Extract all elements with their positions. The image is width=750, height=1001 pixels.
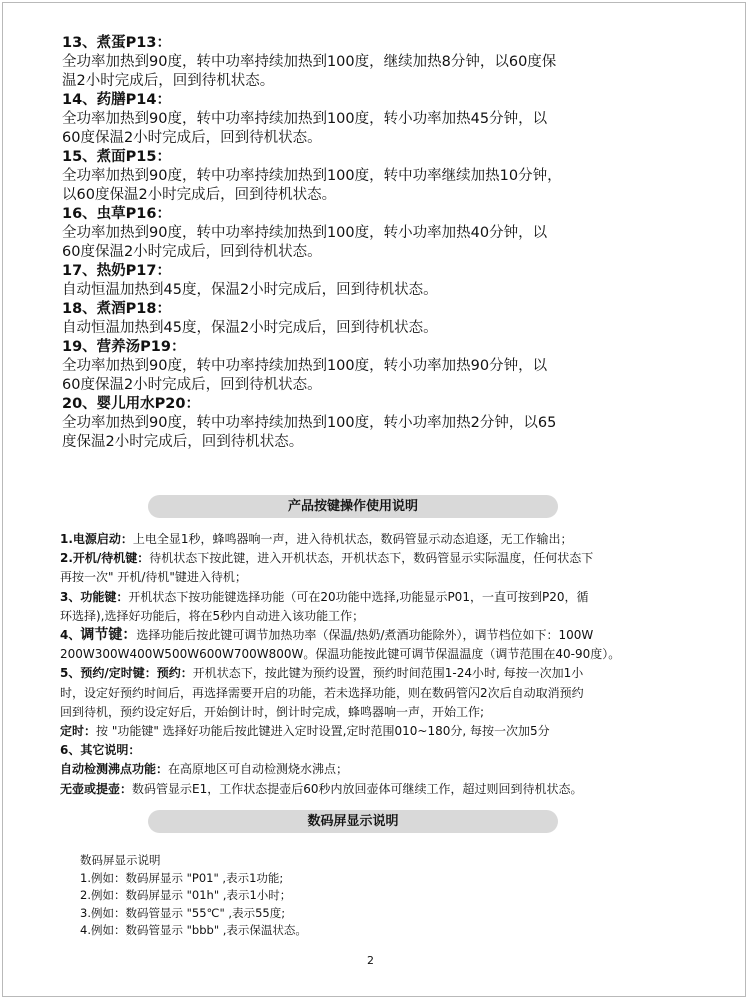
power-start-paragraph (60, 530, 690, 549)
display-section-header: 数码屏显示说明 (148, 810, 558, 833)
adjust-key-paragraph (60, 626, 690, 645)
program-desc-line: 全功率加热到90度，转中功率持续加热到100度，转小功率加热40分钟，以 (62, 225, 548, 241)
preset-key-paragraph (60, 664, 690, 683)
program-title: 13、煮蛋P13： (62, 35, 171, 51)
timer-text: 按 "功能键" 选择好功能后按此键进入定时设置,定时范围010~180分, 每按一次加5分 (96, 724, 550, 739)
program-list (62, 34, 682, 452)
power-start-label: 1.电源启动： (60, 532, 133, 546)
adjust-key-number: 4、 (60, 628, 81, 643)
program-desc-line: 全功率加热到90度，转中功率持续加热到100度，转小功率加热90分钟，以 (62, 358, 548, 374)
timer-label: 定时： (60, 724, 97, 739)
preset-key-text: 开机状态下，按此键为预约设置，预约时间范围1-24小时, 每按一次加1小 (192, 666, 584, 681)
onoff-key-text: 待机状态下按此键，进入开机状态，开机状态下，数码管显示实际温度，任何状态下 (149, 551, 594, 566)
program-desc-line: 60度保温2小时完成后，回到待机状态。 (62, 130, 322, 146)
program-item (62, 338, 682, 395)
program-desc-line: 全功率加热到90度，转中功率持续加热到100度，转小功率加热45分钟，以 (62, 111, 548, 127)
program-desc-line: 60度保温2小时完成后，回到待机状态。 (62, 377, 322, 393)
onoff-key-label: 2.开机/待机键： (60, 551, 150, 566)
other-notes-heading (60, 741, 690, 760)
display-heading: 数码屏显示说明 (80, 853, 161, 867)
key-operation-instructions (60, 530, 690, 799)
program-title: 16、虫草P16： (62, 206, 171, 222)
preset-key-paragraph-cont: 回到待机，预约设定好后，开始倒计时，倒计时完成，蜂鸣器响一声，开始工作; (60, 704, 485, 719)
preset-key-label: 5、预约/定时键：预约： (60, 666, 193, 681)
function-key-paragraph-cont: 环选择),选择好功能后，将在5秒内自动进入该功能工作； (60, 608, 365, 623)
program-title: 18、煮酒P18： (62, 301, 171, 317)
program-item (62, 148, 682, 205)
boil-detect-paragraph (60, 760, 690, 779)
other-notes-label: 6、其它说明： (60, 743, 141, 758)
no-pot-label: 无壶或提壶： (60, 781, 133, 796)
program-title: 15、煮面P15： (62, 149, 171, 165)
adjust-key-text: 选择功能后按此键可调节加热功率（保温/热奶/煮酒功能除外），调节档位如下：100W (136, 628, 594, 643)
onoff-key-paragraph-cont: 再按一次" 开机/待机"键进入待机； (60, 570, 247, 585)
program-item (62, 34, 682, 91)
display-instructions (80, 852, 307, 940)
no-pot-text: 数码管显示E1，工作状态提壶后60秒内放回壶体可继续工作，超过则回到待机状态。 (132, 781, 583, 796)
program-desc-line: 自动恒温加热到45度，保温2小时完成后，回到待机状态。 (62, 282, 438, 298)
function-key-text: 开机状态下按功能键选择功能（可在20功能中选择,功能显示P01，一直可按到P20，循 (128, 589, 589, 604)
program-title: 14、药膳P14： (62, 92, 171, 108)
program-desc-line: 全功率加热到90度，转中功率持续加热到100度，转中功率继续加热10分钟， (62, 168, 562, 184)
display-example-line: 3.例如：数码管显示 "55℃" ,表示55度; (80, 905, 286, 920)
page-number: 2 (367, 954, 374, 967)
adjust-key-label: 调节键： (80, 627, 137, 644)
display-example-line: 2.例如：数码屏显示 "01h" ,表示1小时； (80, 888, 292, 902)
program-item (62, 300, 682, 338)
boil-detect-label: 自动检测沸点功能： (60, 762, 169, 777)
power-start-text: 上电全显1秒，蜂鸣器响一声，进入待机状态，数码管显示动态追逐，无工作输出； (132, 532, 573, 546)
boil-detect-text: 在高原地区可自动检测烧水沸点； (168, 762, 349, 777)
timer-paragraph (60, 722, 690, 741)
program-desc-line: 度保温2小时完成后，回到待机状态。 (62, 434, 304, 450)
program-desc-line: 60度保温2小时完成后，回到待机状态。 (62, 244, 322, 260)
function-key-label: 3、功能键： (60, 589, 129, 604)
preset-key-paragraph-cont: 时，设定好预约时间后，再选择需要开启的功能，若未选择功能，则在数码管闪2次后自动取消预约 (60, 685, 584, 700)
program-item (62, 395, 682, 452)
program-desc-line: 以60度保温2小时完成后，回到待机状态。 (62, 187, 337, 203)
program-title: 19、营养汤P19： (62, 339, 186, 355)
program-desc-line: 温2小时完成后，回到待机状态。 (62, 73, 275, 89)
program-desc-line: 全功率加热到90度，转中功率持续加热到100度，转小功率加热2分钟，以65 (62, 415, 557, 431)
display-example-line: 1.例如：数码屏显示 "P01" ,表示1功能; (80, 870, 284, 885)
program-desc-line: 全功率加热到90度，转中功率持续加热到100度，继续加热8分钟，以60度保 (62, 54, 557, 70)
program-desc-line: 自动恒温加热到45度，保温2小时完成后，回到待机状态。 (62, 320, 438, 336)
adjust-key-paragraph-cont: 200W300W400W500W600W700W800W。保温功能按此键可调节保温温度（调节范围在40-90度）。 (60, 647, 621, 662)
program-title: 17、热奶P17： (62, 263, 171, 279)
key-operation-section-header: 产品按键操作使用说明 (148, 495, 558, 518)
program-item (62, 205, 682, 262)
no-pot-paragraph (60, 780, 690, 799)
program-item (62, 91, 682, 148)
function-key-paragraph (60, 588, 690, 607)
onoff-key-paragraph (60, 549, 690, 568)
program-title: 20、婴儿用水P20： (62, 396, 200, 412)
program-item (62, 262, 682, 300)
display-example-line: 4.例如：数码管显示 "bbb" ,表示保温状态。 (80, 923, 307, 937)
